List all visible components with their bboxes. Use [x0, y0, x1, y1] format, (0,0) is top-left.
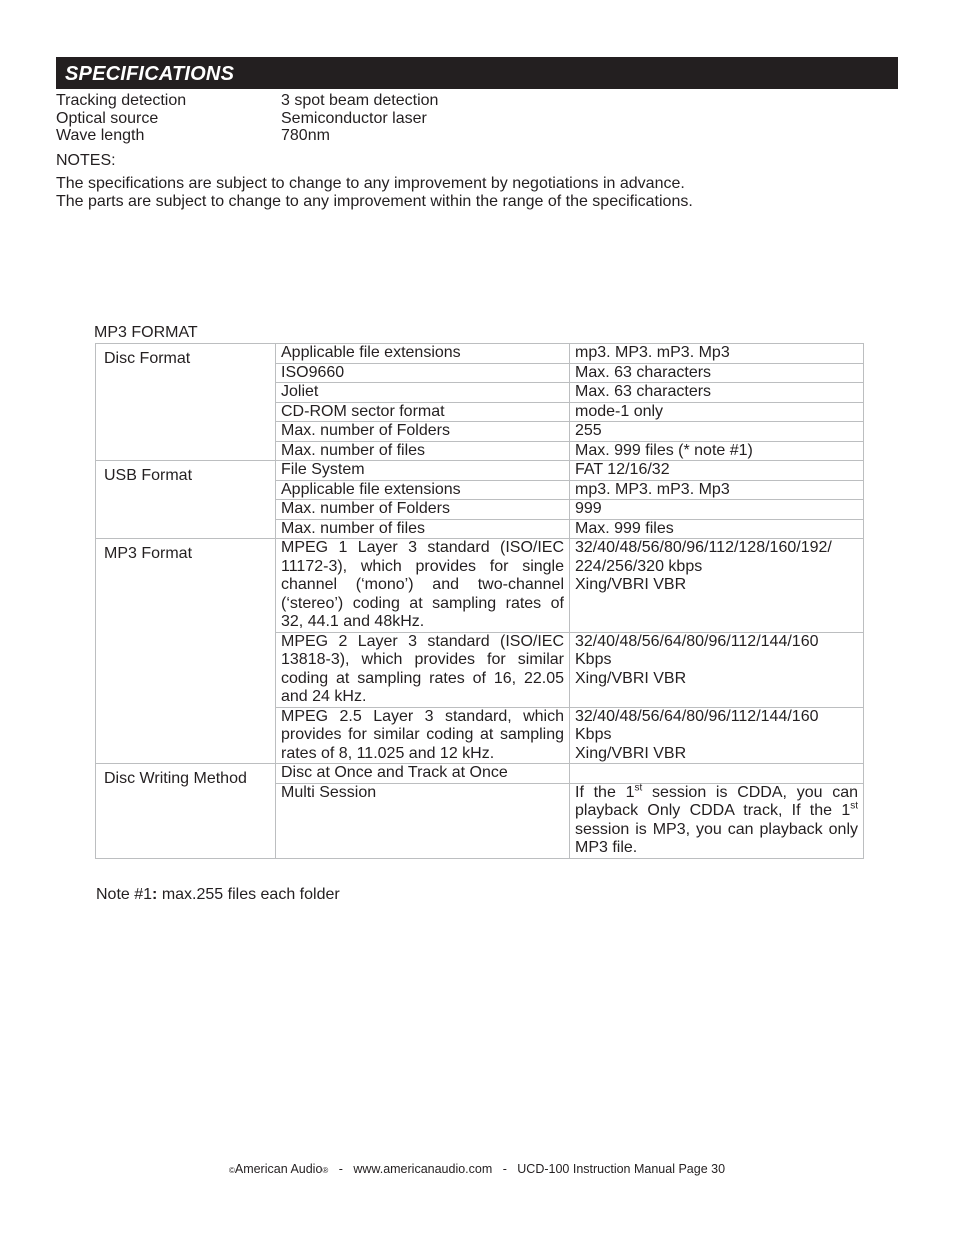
spec-list [56, 92, 756, 145]
table-cell: Max. number of Folders [276, 500, 570, 520]
vbr-label: Xing/VBRI VBR [575, 576, 687, 593]
footer-brand: American Audio [234, 1162, 323, 1176]
table-cell: Max. number of files [276, 519, 570, 539]
spec-row [56, 127, 756, 145]
notes-line: The parts are subject to change to any improvement within the range of the specifications. [56, 192, 693, 210]
bitrate-list: 32/40/48/56/80/96/112/128/160/192/ 224/256/320 kbps [575, 539, 832, 575]
footer-text: - www.americanaudio.com - UCD-100 Instruction Manual Page 30 [328, 1162, 726, 1176]
spec-value: 780nm [281, 127, 330, 144]
table-row [96, 344, 864, 364]
table-cell [570, 707, 864, 764]
table-cell: FAT 12/16/32 [570, 461, 864, 481]
footnote-text: max.255 files each folder [157, 886, 340, 903]
table-cell: Max. 63 characters [570, 383, 864, 403]
table-cell: 999 [570, 500, 864, 520]
table-cell: Applicable file extensions [276, 480, 570, 500]
notes-body [56, 175, 693, 210]
table-cell: Max. number of files [276, 441, 570, 461]
vbr-label: Xing/VBRI VBR [575, 669, 687, 687]
spec-value: Semiconductor laser [281, 109, 427, 127]
table-cell: mode-1 only [570, 402, 864, 422]
footnote [96, 886, 340, 904]
table-cell: MPEG 2 Layer 3 standard (ISO/IEC 13818-3), which provides for similar coding at sampling rates of 16, 22.05 and 24 kHz. [276, 632, 570, 707]
text-fragment: session is CDDA, you can playback Only CDDA track, If the 1 [575, 783, 859, 819]
bitrate-list: 32/40/48/56/64/80/96/112/144/160 Kbps [575, 707, 819, 743]
table-cell: Max. number of Folders [276, 422, 570, 442]
table-cell: mp3. MP3. mP3. Mp3 [570, 480, 864, 500]
superscript: st [634, 782, 643, 794]
mp3-table-caption: MP3 FORMAT [94, 324, 198, 341]
footnote-prefix: Note #1 [96, 886, 153, 903]
table-cell: CD-ROM sector format [276, 402, 570, 422]
multi-session-note [570, 783, 864, 858]
text-fragment: session is MP3, you can playback only MP3 file. [575, 820, 858, 856]
spec-label: Wave length [56, 127, 145, 144]
spec-value: 3 spot beam detection [281, 92, 439, 109]
notes-title: NOTES: [56, 152, 116, 169]
table-row [96, 539, 864, 633]
table-cell: Multi Session [276, 783, 570, 858]
spec-row [56, 110, 756, 128]
table-cell: MPEG 2.5 Layer 3 standard, which provides for similar coding at sampling rates of 8, 11.025 and 12 kHz. [276, 707, 570, 764]
footnote-colon: : [152, 886, 158, 903]
spec-label: Optical source [56, 109, 159, 127]
mp3-format-table [95, 343, 864, 859]
table-cell: 255 [570, 422, 864, 442]
table-cell: mp3. MP3. mP3. Mp3 [570, 344, 864, 364]
group-label-disc-format: Disc Format [96, 344, 276, 461]
table-cell [570, 764, 864, 784]
table-cell: File System [276, 461, 570, 481]
table-cell: MPEG 1 Layer 3 standard (ISO/IEC 11172-3), which provides for single channel (‘mono’) and two-channel (‘stereo’) coding at sampling rates of 32, 44.1 and 48kHz. [276, 539, 570, 633]
bitrate-list: 32/40/48/56/64/80/96/112/144/160 Kbps [575, 632, 819, 668]
table-row [96, 764, 864, 784]
table-cell [570, 539, 864, 633]
section-title: SPECIFICATIONS [65, 63, 235, 85]
spec-label: Tracking detection [56, 92, 187, 109]
spec-row [56, 92, 756, 110]
table-cell: Max. 63 characters [570, 363, 864, 383]
table-cell: Max. 999 files [570, 519, 864, 539]
table-cell: ISO9660 [276, 363, 570, 383]
table-cell [570, 632, 864, 707]
table-cell: Disc at Once and Track at Once [276, 764, 570, 784]
group-label-mp3-format: MP3 Format [96, 539, 276, 764]
superscript: st [850, 800, 858, 812]
table-cell: Max. 999 files (* note #1) [570, 441, 864, 461]
notes-line: The specifications are subject to change to any improvement by negotiations in advance. [56, 175, 685, 192]
copyright-symbol: © [228, 1166, 235, 1175]
registered-symbol: ® [322, 1166, 329, 1175]
table-row [96, 461, 864, 481]
vbr-label: Xing/VBRI VBR [575, 744, 687, 762]
table-cell: Joliet [276, 383, 570, 403]
table-cell: Applicable file extensions [276, 344, 570, 364]
text-fragment: If the 1 [575, 783, 635, 801]
group-label-disc-writing: Disc Writing Method [96, 764, 276, 859]
section-header-bar [56, 57, 898, 89]
page-footer [0, 1162, 954, 1176]
group-label-usb-format: USB Format [96, 461, 276, 539]
